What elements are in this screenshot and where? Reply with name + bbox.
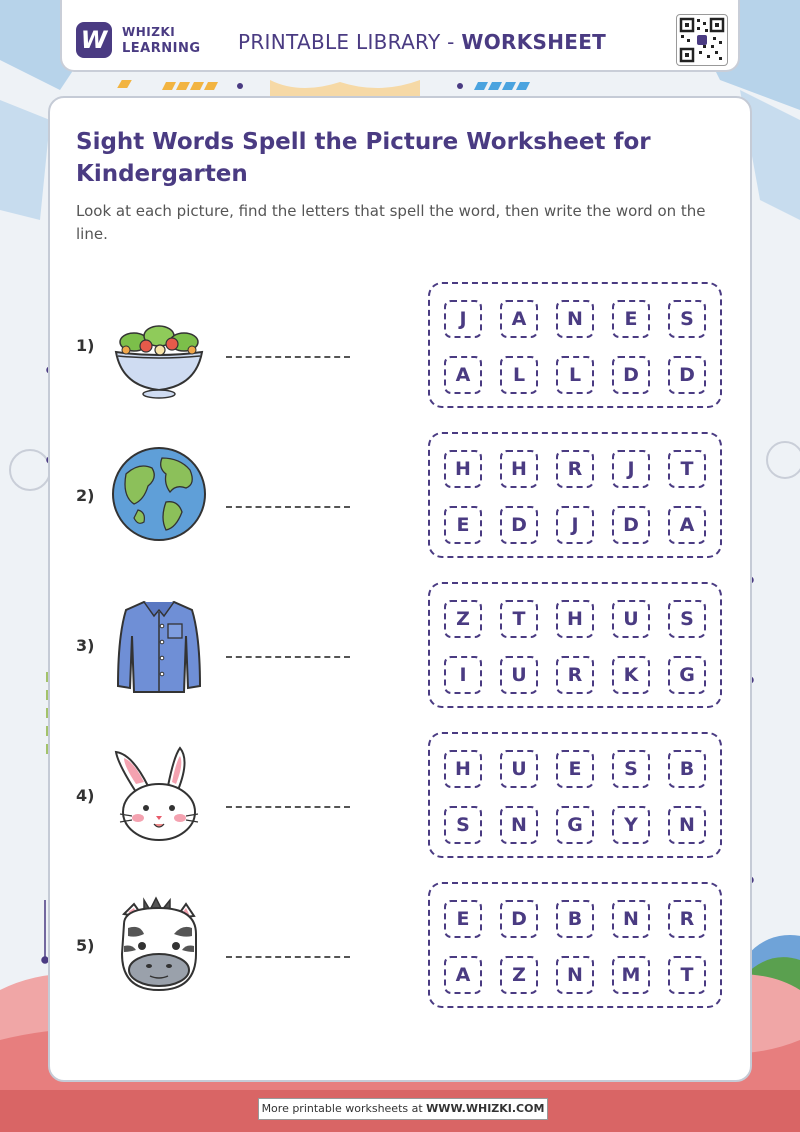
brand-name-line2: LEARNING <box>122 41 201 56</box>
answer-line[interactable] <box>226 506 350 508</box>
letter-grid <box>428 282 722 408</box>
letter-tile[interactable]: L <box>556 356 594 394</box>
item-number: 2) <box>76 486 95 505</box>
answer-line[interactable] <box>226 356 350 358</box>
letter-tile[interactable]: H <box>444 750 482 788</box>
earth-globe-icon <box>104 444 214 544</box>
answer-line[interactable] <box>226 656 350 658</box>
brand-name-line1: WHIZKI <box>122 25 176 39</box>
item-number: 4) <box>76 786 95 805</box>
bunny-icon <box>104 744 214 844</box>
letter-grid <box>428 732 722 858</box>
letter-tile[interactable]: Y <box>612 806 650 844</box>
letter-tile[interactable]: R <box>556 450 594 488</box>
letter-tile[interactable]: E <box>612 300 650 338</box>
letter-tile[interactable]: D <box>668 356 706 394</box>
letter-tile[interactable]: H <box>500 450 538 488</box>
letter-grid <box>428 432 722 558</box>
worksheet-item-5 <box>0 880 800 1010</box>
letter-tile[interactable]: K <box>612 656 650 694</box>
footer-site[interactable]: WWW.WHIZKI.COM <box>426 1102 545 1115</box>
item-number: 1) <box>76 336 95 355</box>
letter-tile[interactable]: R <box>668 900 706 938</box>
logo-letter: W <box>80 26 108 54</box>
answer-line[interactable] <box>226 806 350 808</box>
footer-link[interactable] <box>258 1098 548 1120</box>
letter-tile[interactable]: N <box>668 806 706 844</box>
letter-tile[interactable]: T <box>668 450 706 488</box>
letter-tile[interactable]: N <box>612 900 650 938</box>
letter-tile[interactable]: S <box>668 600 706 638</box>
salad-bowl-icon <box>104 300 214 400</box>
letter-tile[interactable]: L <box>500 356 538 394</box>
letter-tile[interactable]: N <box>500 806 538 844</box>
letter-tile[interactable]: S <box>444 806 482 844</box>
letter-tile[interactable]: B <box>556 900 594 938</box>
shirt-icon <box>104 596 214 696</box>
letter-tile[interactable]: E <box>444 900 482 938</box>
letter-tile[interactable]: Z <box>500 956 538 994</box>
letter-tile[interactable]: U <box>500 750 538 788</box>
letter-tile[interactable]: S <box>612 750 650 788</box>
letter-tile[interactable]: E <box>444 506 482 544</box>
library-prefix: PRINTABLE LIBRARY - <box>238 30 462 54</box>
worksheet-item-1 <box>0 280 800 410</box>
letter-tile[interactable]: Z <box>444 600 482 638</box>
worksheet-item-2 <box>0 430 800 560</box>
letter-tile[interactable]: D <box>612 356 650 394</box>
letter-tile[interactable]: D <box>500 900 538 938</box>
letter-tile[interactable]: J <box>556 506 594 544</box>
letter-tile[interactable]: J <box>612 450 650 488</box>
letter-tile[interactable]: T <box>668 956 706 994</box>
zebra-icon <box>104 894 214 994</box>
letter-tile[interactable]: I <box>444 656 482 694</box>
worksheet-title: Sight Words Spell the Picture Worksheet for Kindergarten <box>76 129 651 187</box>
worksheet-instructions: Look at each picture, find the letters that spell the word, then write the word on the line. <box>76 202 706 243</box>
library-title <box>238 30 606 54</box>
letter-tile[interactable]: A <box>444 356 482 394</box>
footer-prefix: More printable worksheets at <box>261 1102 427 1115</box>
letter-tile[interactable]: A <box>444 956 482 994</box>
letter-tile[interactable]: T <box>500 600 538 638</box>
letter-tile[interactable]: U <box>612 600 650 638</box>
letter-tile[interactable]: M <box>612 956 650 994</box>
letter-tile[interactable]: E <box>556 750 594 788</box>
letter-tile[interactable]: U <box>500 656 538 694</box>
library-type: WORKSHEET <box>461 30 607 54</box>
letter-tile[interactable]: N <box>556 300 594 338</box>
letter-tile[interactable]: A <box>668 506 706 544</box>
item-number: 3) <box>76 636 95 655</box>
letter-tile[interactable]: D <box>500 506 538 544</box>
letter-tile[interactable]: R <box>556 656 594 694</box>
letter-tile[interactable]: H <box>444 450 482 488</box>
letter-grid <box>428 882 722 1008</box>
letter-tile[interactable]: N <box>556 956 594 994</box>
letter-tile[interactable]: G <box>556 806 594 844</box>
answer-line[interactable] <box>226 956 350 958</box>
item-number: 5) <box>76 936 95 955</box>
letter-tile[interactable]: H <box>556 600 594 638</box>
whizki-logo-icon[interactable] <box>76 22 112 58</box>
letter-tile[interactable]: D <box>612 506 650 544</box>
worksheet-item-3 <box>0 580 800 710</box>
letter-tile[interactable]: G <box>668 656 706 694</box>
letter-tile[interactable]: B <box>668 750 706 788</box>
worksheet-item-4 <box>0 730 800 860</box>
letter-grid <box>428 582 722 708</box>
letter-tile[interactable]: S <box>668 300 706 338</box>
letter-tile[interactable]: J <box>444 300 482 338</box>
letter-tile[interactable]: A <box>500 300 538 338</box>
qr-code-icon[interactable] <box>676 14 728 66</box>
